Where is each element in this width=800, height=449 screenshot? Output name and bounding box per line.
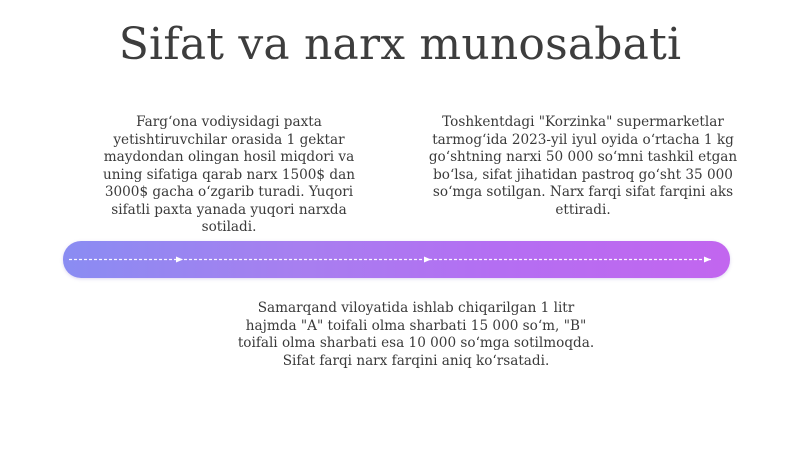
timeline-arrow-3-icon — [704, 257, 711, 263]
slide-title: Sifat va narx munosabati — [118, 19, 682, 70]
timeline-arrows — [63, 241, 730, 278]
timeline-arrow-1-icon — [176, 257, 183, 263]
timeline-arrow-2-icon — [424, 257, 431, 263]
text-block-tashkent: Toshkentdagi "Korzinka" supermarketlar tarmog‘ida 2023-yil iyul oyida o‘rtacha 1 kg go‘shtning narxi 50 000 so‘mni tashkil etgan bo‘lsa, sifat jihatidan pastroq go‘sht 35 000 so‘mga sotilgan. Narx farqi sifat farqini aks ettiradi. — [428, 114, 738, 218]
timeline-bar — [63, 241, 730, 278]
text-block-samarkand: Samarqand viloyatida ishlab chiqarilgan 1 litr hajmda "A" toifali olma sharbati 15 000 so‘m, "B" toifali olma sharbati esa 10 000 so‘mga sotilmoqda. Sifat farqi narx farqini aniq ko‘rsatadi. — [237, 300, 595, 369]
text-block-fergana: Farg‘ona vodiysidagi paxta yetishtiruvchilar orasida 1 gektar maydondan olingan hosil miqdori va uning sifatiga qarab narx 1500$ dan 3000$ gacha o‘zgarib turadi. Yuqori sifatli paxta yanada yuqori narxda sotiladi. — [103, 114, 355, 235]
